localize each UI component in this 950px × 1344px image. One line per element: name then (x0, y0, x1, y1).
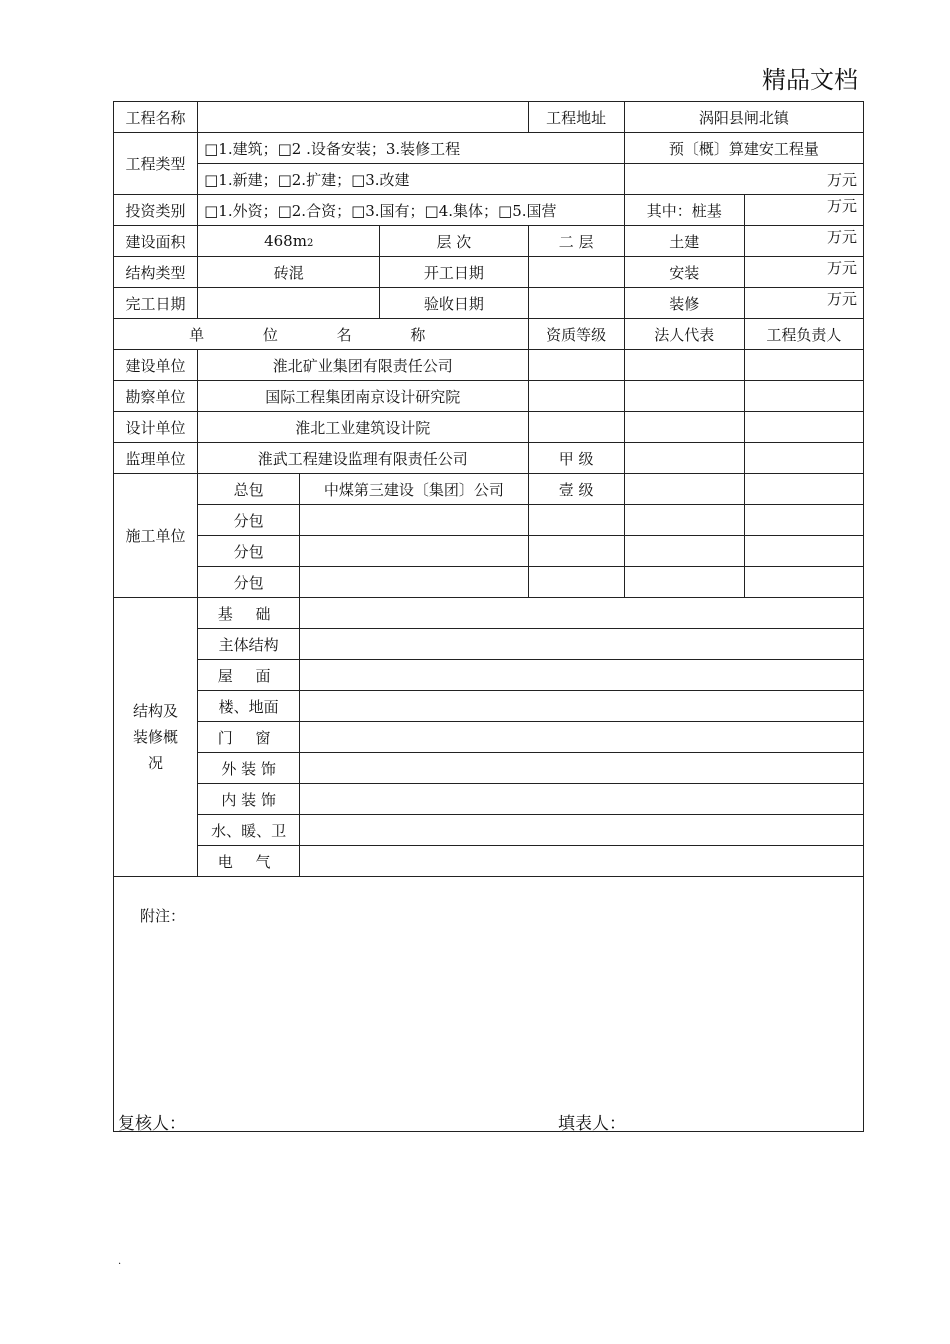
row-investment (114, 195, 864, 226)
contract-type: 总包 (198, 474, 300, 505)
row-finish-date (114, 288, 864, 319)
decor-unit: 万元 (744, 288, 863, 319)
project-type-options-1[interactable]: □1.建筑；□2 .设备安装；3.装修工程 (198, 133, 625, 164)
contractor-manager-field[interactable] (744, 505, 863, 536)
manager-header: 工程负责人 (744, 319, 863, 350)
unit-legal-rep-field[interactable] (624, 412, 744, 443)
legal-rep-header: 法人代表 (624, 319, 744, 350)
project-address-label: 工程地址 (528, 102, 624, 133)
civil-label: 土建 (624, 226, 744, 257)
unit-legal-rep-field[interactable] (624, 350, 744, 381)
table-row (114, 629, 864, 660)
structure-item-label: 门 窗 (198, 722, 300, 753)
unit-role: 设计单位 (114, 412, 198, 443)
unit-grade-field[interactable] (528, 381, 624, 412)
contractor-grade-field[interactable] (528, 536, 624, 567)
unit-manager-field[interactable] (744, 443, 863, 474)
project-type-label: 工程类型 (114, 133, 198, 195)
contract-type: 分包 (198, 505, 300, 536)
construction-unit-label: 施工单位 (114, 474, 198, 598)
structure-item-label: 屋 面 (198, 660, 300, 691)
table-row (114, 660, 864, 691)
unit-manager-field[interactable] (744, 381, 863, 412)
table-row (114, 784, 864, 815)
civil-unit: 万元 (744, 226, 863, 257)
structure-item-label: 水、暖、卫 (198, 815, 300, 846)
contractor-grade-field[interactable] (528, 567, 624, 598)
structure-item-field[interactable] (300, 660, 864, 691)
budget-label: 预〔概〕算建安工程量 (624, 133, 863, 164)
contractor-legal-rep-field[interactable] (624, 505, 744, 536)
structure-type-label: 结构类型 (114, 257, 198, 288)
unit-manager-field[interactable] (744, 350, 863, 381)
structure-item-field[interactable] (300, 784, 864, 815)
contractor-legal-rep-field[interactable] (624, 536, 744, 567)
contractor-grade-field[interactable]: 壹 级 (528, 474, 624, 505)
structure-item-label: 内 装 饰 (198, 784, 300, 815)
structure-item-field[interactable] (300, 722, 864, 753)
accept-date-field[interactable] (528, 288, 624, 319)
investment-label: 投资类别 (114, 195, 198, 226)
investment-options[interactable]: □1.外资；□2.合资；□3.国有；□4.集体；□5.国营 (198, 195, 625, 226)
budget-unit: 万元 (624, 164, 863, 195)
table-row (114, 691, 864, 722)
structure-item-label: 外 装 饰 (198, 753, 300, 784)
table-row (114, 443, 864, 474)
unit-role: 勘察单位 (114, 381, 198, 412)
notes-field[interactable] (114, 877, 864, 1132)
project-info-form (113, 101, 864, 1132)
project-type-options-2[interactable]: □1.新建；□2.扩建；□3.改建 (198, 164, 625, 195)
row-area (114, 226, 864, 257)
contractor-name-field[interactable] (300, 505, 528, 536)
table-row (114, 846, 864, 877)
area-label: 建设面积 (114, 226, 198, 257)
row-notes (114, 877, 864, 1132)
table-row (114, 567, 864, 598)
project-address-field[interactable]: 涡阳县闸北镇 (624, 102, 863, 133)
unit-grade-field[interactable]: 甲 级 (528, 443, 624, 474)
table-row (114, 412, 864, 443)
unit-grade-field[interactable] (528, 350, 624, 381)
unit-legal-rep-field[interactable] (624, 381, 744, 412)
notes-label: 附注： (140, 907, 186, 925)
area-field[interactable] (198, 226, 380, 257)
contractor-legal-rep-field[interactable] (624, 567, 744, 598)
accept-date-label: 验收日期 (380, 288, 528, 319)
table-row (114, 598, 864, 629)
unit-role: 建设单位 (114, 350, 198, 381)
structure-item-label: 电 气 (198, 846, 300, 877)
structure-item-label: 基 础 (198, 598, 300, 629)
structure-type-field[interactable]: 砖混 (198, 257, 380, 288)
structure-item-field[interactable] (300, 691, 864, 722)
filler-label: 填表人： (558, 1114, 626, 1134)
structure-item-field[interactable] (300, 598, 864, 629)
unit-role: 监理单位 (114, 443, 198, 474)
unit-name-field[interactable]: 淮北工业建筑设计院 (198, 412, 528, 443)
table-row (114, 381, 864, 412)
row-project-type-2 (114, 164, 864, 195)
structure-item-label: 主体结构 (198, 629, 300, 660)
floor-label: 层 次 (380, 226, 528, 257)
table-row (114, 505, 864, 536)
table-row (114, 474, 864, 505)
document-header: 精品文档 (762, 66, 858, 94)
install-label: 安装 (624, 257, 744, 288)
contract-type: 分包 (198, 567, 300, 598)
unit-name-field[interactable]: 淮武工程建设监理有限责任公司 (198, 443, 528, 474)
qualification-header: 资质等级 (528, 319, 624, 350)
contractor-grade-field[interactable] (528, 505, 624, 536)
table-row (114, 722, 864, 753)
row-project-type-1 (114, 133, 864, 164)
unit-name-field[interactable]: 国际工程集团南京设计研究院 (198, 381, 528, 412)
finish-date-field[interactable] (198, 288, 380, 319)
structure-section-label: 结构及 装修概 况 (114, 598, 198, 877)
page-mark: . (118, 1256, 122, 1267)
project-name-label: 工程名称 (114, 102, 198, 133)
pile-label: 其中：桩基 (624, 195, 744, 226)
table-row (114, 815, 864, 846)
structure-item-label: 楼、地面 (198, 691, 300, 722)
row-units-header (114, 319, 864, 350)
row-project-name (114, 102, 864, 133)
contractor-manager-field[interactable] (744, 474, 863, 505)
unit-manager-field[interactable] (744, 412, 863, 443)
unit-legal-rep-field[interactable] (624, 443, 744, 474)
contractor-name-field[interactable]: 中煤第三建设〔集团〕公司 (300, 474, 528, 505)
contract-type: 分包 (198, 536, 300, 567)
pile-unit: 万元 (744, 195, 863, 226)
start-date-label: 开工日期 (380, 257, 528, 288)
area-unit-superscript: 2 (306, 238, 314, 249)
contractor-manager-field[interactable] (744, 567, 863, 598)
contractor-name-field[interactable] (300, 536, 528, 567)
reviewer-label: 复核人： (118, 1114, 186, 1134)
structure-item-field[interactable] (300, 846, 864, 877)
row-structure-type (114, 257, 864, 288)
project-name-field[interactable] (198, 102, 528, 133)
structure-item-field[interactable] (300, 815, 864, 846)
structure-item-field[interactable] (300, 629, 864, 660)
finish-date-label: 完工日期 (114, 288, 198, 319)
contractor-manager-field[interactable] (744, 536, 863, 567)
contractor-legal-rep-field[interactable] (624, 474, 744, 505)
floor-value[interactable]: 二 层 (528, 226, 624, 257)
start-date-field[interactable] (528, 257, 624, 288)
decor-label: 装修 (624, 288, 744, 319)
unit-grade-field[interactable] (528, 412, 624, 443)
unit-name-field[interactable]: 淮北矿业集团有限责任公司 (198, 350, 528, 381)
contractor-name-field[interactable] (300, 567, 528, 598)
install-unit: 万元 (744, 257, 863, 288)
table-row (114, 350, 864, 381)
area-value: 468m (264, 232, 307, 250)
table-row (114, 536, 864, 567)
table-row (114, 753, 864, 784)
structure-item-field[interactable] (300, 753, 864, 784)
unit-name-header: 单 位 名 称 (114, 319, 529, 350)
